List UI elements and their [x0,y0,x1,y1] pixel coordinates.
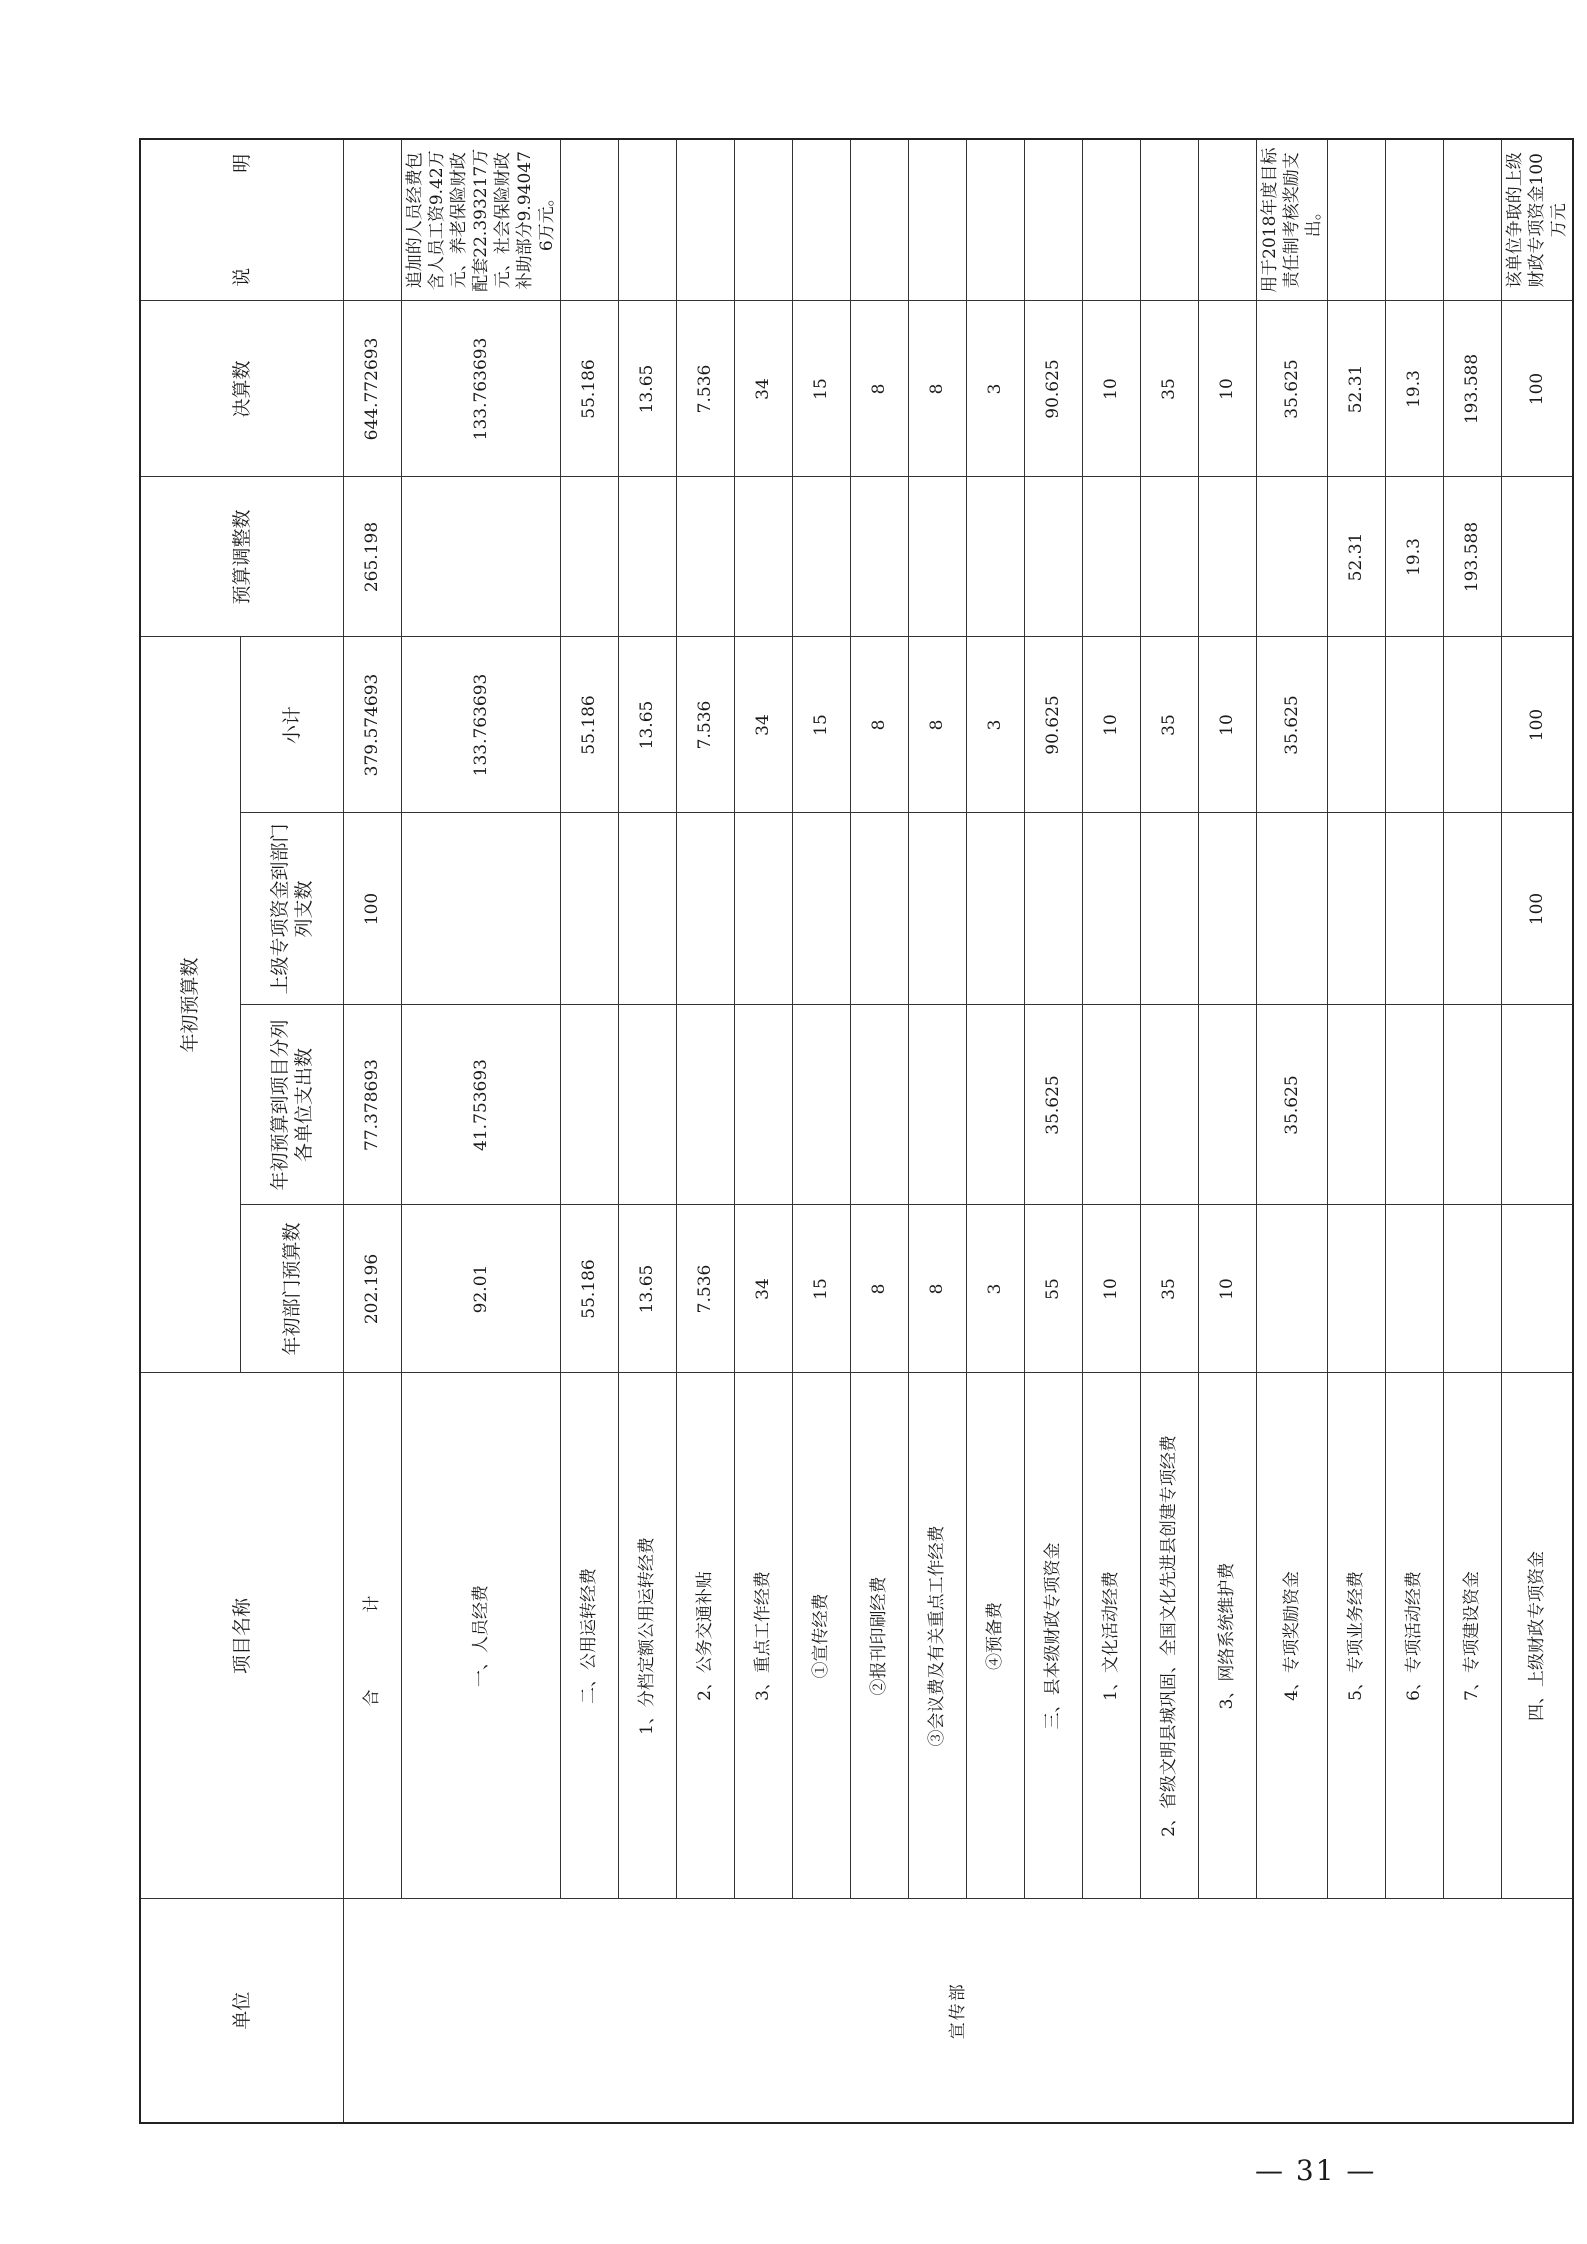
row-superior-funds [1327,813,1385,1005]
row-superior-funds [792,813,850,1005]
row-final: 35 [1140,301,1198,477]
row-name: 四、上级财政专项资金 [1501,1373,1573,1899]
total-final: 644.772693 [343,301,401,477]
row-name: 5、专项业务经费 [1327,1373,1385,1899]
row-adjustment [676,477,734,637]
row-adjustment [1501,477,1573,637]
row-adjustment [560,477,618,637]
total-row [343,139,401,2123]
row-dept-budget: 92.01 [401,1205,560,1373]
row-final: 133.763693 [401,301,560,477]
row-superior-funds [1140,813,1198,1005]
row-dept-budget: 3 [966,1205,1024,1373]
table-row [908,139,966,2123]
row-subtotal: 100 [1501,637,1573,813]
row-superior-funds: 100 [1501,813,1573,1005]
row-superior-funds [908,813,966,1005]
row-adjustment [1140,477,1198,637]
row-adjustment [1256,477,1327,637]
row-remark [618,139,676,301]
table-row [966,139,1024,2123]
header-superior-funds: 上级专项资金到部门列支数 [240,813,343,1005]
row-dept-budget: 55.186 [560,1205,618,1373]
row-project-alloc [966,1005,1024,1205]
row-name: 3、重点工作经费 [734,1373,792,1899]
row-project-alloc [734,1005,792,1205]
row-project-alloc [850,1005,908,1205]
row-subtotal: 10 [1082,637,1140,813]
row-project-alloc [792,1005,850,1205]
header-unit: 单位 [140,1899,343,2123]
row-final: 15 [792,301,850,477]
row-remark: 该单位争取的上级财政专项资金100万元 [1501,139,1573,301]
row-final: 52.31 [1327,301,1385,477]
row-name: 三、县本级财政专项资金 [1024,1373,1082,1899]
row-remark [908,139,966,301]
header-item-name: 项目名称 [140,1373,343,1899]
table-row [1082,139,1140,2123]
row-remark [1024,139,1082,301]
table-row [850,139,908,2123]
total-dept-budget: 202.196 [343,1205,401,1373]
row-project-alloc [1385,1005,1443,1205]
row-final: 19.3 [1385,301,1443,477]
row-final: 10 [1082,301,1140,477]
header-initial-budget: 年初预算数 [140,637,240,1373]
row-dept-budget [1327,1205,1385,1373]
row-name: 1、分档定额公用运转经费 [618,1373,676,1899]
header-row-1 [140,139,240,2123]
row-project-alloc: 41.753693 [401,1005,560,1205]
row-final: 13.65 [618,301,676,477]
row-name: ④预备费 [966,1373,1024,1899]
row-dept-budget: 7.536 [676,1205,734,1373]
row-name: 一、人员经费 [401,1373,560,1899]
total-superior-funds: 100 [343,813,401,1005]
header-subtotal: 小计 [240,637,343,813]
table-row [792,139,850,2123]
table-row [1256,139,1327,2123]
row-dept-budget: 15 [792,1205,850,1373]
row-superior-funds [850,813,908,1005]
row-name: 2、公务交通补贴 [676,1373,734,1899]
row-subtotal [1327,637,1385,813]
row-project-alloc [618,1005,676,1205]
row-remark [1082,139,1140,301]
row-project-alloc [1198,1005,1256,1205]
row-subtotal: 8 [908,637,966,813]
row-name: 1、文化活动经费 [1082,1373,1140,1899]
row-dept-budget: 8 [908,1205,966,1373]
table-row [676,139,734,2123]
table-row [401,139,560,2123]
row-subtotal: 90.625 [1024,637,1082,813]
row-project-alloc [908,1005,966,1205]
total-subtotal: 379.574693 [343,637,401,813]
row-remark [792,139,850,301]
row-superior-funds [560,813,618,1005]
row-project-alloc [1327,1005,1385,1205]
total-project-alloc: 77.378693 [343,1005,401,1205]
row-superior-funds [401,813,560,1005]
row-name: ②报刊印刷经费 [850,1373,908,1899]
row-project-alloc [676,1005,734,1205]
row-final: 10 [1198,301,1256,477]
table-row [618,139,676,2123]
row-subtotal: 34 [734,637,792,813]
table-row [1198,139,1256,2123]
row-dept-budget [1385,1205,1443,1373]
row-final: 7.536 [676,301,734,477]
row-project-alloc [1082,1005,1140,1205]
table-row [1443,139,1501,2123]
row-project-alloc: 35.625 [1256,1005,1327,1205]
total-remark [343,139,401,301]
row-subtotal [1443,637,1501,813]
row-remark [1140,139,1198,301]
row-dept-budget [1501,1205,1573,1373]
row-remark [560,139,618,301]
row-remark: 追加的人员经费包含人员工资9.42万元、养老保险财政配套22.393217万元、社会保险财政补助部分9.940476万元。 [401,139,560,301]
row-adjustment [1082,477,1140,637]
row-remark [734,139,792,301]
row-final: 193.588 [1443,301,1501,477]
row-name: ①宣传经费 [792,1373,850,1899]
row-final: 35.625 [1256,301,1327,477]
row-final: 100 [1501,301,1573,477]
header-dept-budget: 年初部门预算数 [240,1205,343,1373]
row-adjustment [966,477,1024,637]
row-subtotal: 15 [792,637,850,813]
row-subtotal: 35 [1140,637,1198,813]
row-adjustment: 52.31 [1327,477,1385,637]
row-adjustment [850,477,908,637]
row-dept-budget: 35 [1140,1205,1198,1373]
row-superior-funds [676,813,734,1005]
total-name: 合 计 [343,1373,401,1899]
row-final: 8 [850,301,908,477]
header-project-alloc: 年初预算到项目分列各单位支出数 [240,1005,343,1205]
row-superior-funds [618,813,676,1005]
row-adjustment: 193.588 [1443,477,1501,637]
row-remark [1327,139,1385,301]
header-remark: 说 明 [140,139,343,301]
row-adjustment [908,477,966,637]
table-row [560,139,618,2123]
table-row [1327,139,1385,2123]
row-superior-funds [1385,813,1443,1005]
row-subtotal: 7.536 [676,637,734,813]
row-remark [1443,139,1501,301]
row-remark [1198,139,1256,301]
row-adjustment [618,477,676,637]
row-subtotal: 8 [850,637,908,813]
row-dept-budget [1256,1205,1327,1373]
row-name: 二、公用运转经费 [560,1373,618,1899]
row-remark [1385,139,1443,301]
row-adjustment [792,477,850,637]
row-adjustment [1198,477,1256,637]
table-row [734,139,792,2123]
row-final: 90.625 [1024,301,1082,477]
row-name: 3、网络系统维护费 [1198,1373,1256,1899]
row-dept-budget: 13.65 [618,1205,676,1373]
row-remark: 用于2018年度目标责任制考核奖励支出。 [1256,139,1327,301]
row-name: 6、专项活动经费 [1385,1373,1443,1899]
budget-table [139,138,1574,2124]
row-superior-funds [734,813,792,1005]
row-name: 7、专项建设资金 [1443,1373,1501,1899]
row-subtotal [1385,637,1443,813]
row-dept-budget: 55 [1024,1205,1082,1373]
header-adjustment: 预算调整数 [140,477,343,637]
rotated-table-wrapper [139,140,1569,2124]
row-final: 8 [908,301,966,477]
row-adjustment [734,477,792,637]
table-row [1140,139,1198,2123]
row-project-alloc [1501,1005,1573,1205]
row-dept-budget: 34 [734,1205,792,1373]
table-row [1024,139,1082,2123]
row-remark [850,139,908,301]
row-adjustment [401,477,560,637]
row-superior-funds [1256,813,1327,1005]
table-row [1385,139,1443,2123]
row-remark [966,139,1024,301]
row-name: 2、省级文明县城巩固、全国文化先进县创建专项经费 [1140,1373,1198,1899]
row-superior-funds [1443,813,1501,1005]
row-adjustment: 19.3 [1385,477,1443,637]
row-dept-budget: 10 [1198,1205,1256,1373]
row-name: 4、专项奖励资金 [1256,1373,1327,1899]
row-name: ③会议费及有关重点工作经费 [908,1373,966,1899]
page-number: — 31 — [1255,2154,1377,2187]
table-row [1501,139,1573,2123]
row-superior-funds [1024,813,1082,1005]
total-adjustment: 265.198 [343,477,401,637]
row-adjustment [1024,477,1082,637]
row-final: 34 [734,301,792,477]
row-final: 55.186 [560,301,618,477]
row-project-alloc: 35.625 [1024,1005,1082,1205]
row-remark [676,139,734,301]
row-subtotal: 133.763693 [401,637,560,813]
row-project-alloc [560,1005,618,1205]
row-subtotal: 13.65 [618,637,676,813]
row-superior-funds [1082,813,1140,1005]
row-subtotal: 35.625 [1256,637,1327,813]
row-dept-budget: 8 [850,1205,908,1373]
row-superior-funds [966,813,1024,1005]
department-cell: 宣传部 [343,1899,1573,2123]
row-dept-budget [1443,1205,1501,1373]
row-subtotal: 10 [1198,637,1256,813]
header-final: 决算数 [140,301,343,477]
row-superior-funds [1198,813,1256,1005]
row-subtotal: 55.186 [560,637,618,813]
row-subtotal: 3 [966,637,1024,813]
row-project-alloc [1443,1005,1501,1205]
row-dept-budget: 10 [1082,1205,1140,1373]
row-project-alloc [1140,1005,1198,1205]
row-final: 3 [966,301,1024,477]
